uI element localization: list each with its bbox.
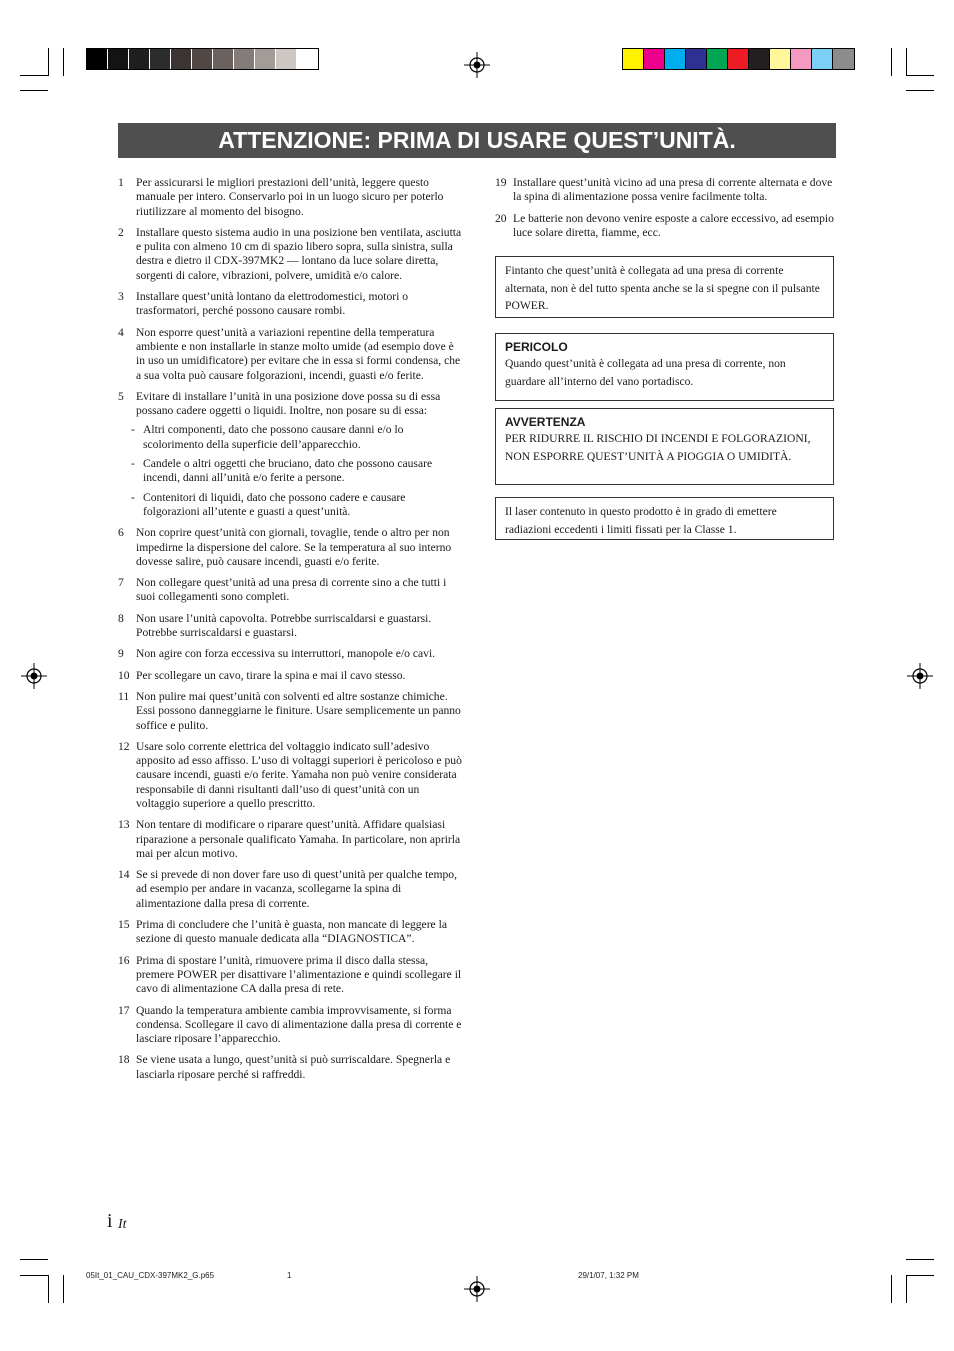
list-item: 6 Non coprire quest’unità con giornali, tovaglie, tende o altro per non impedirne la dispersione del calore. Se la temperatura al suo interno dovesse salire, può causare incendi, guasti e/o ferite. (118, 526, 452, 568)
color-swatch (108, 49, 129, 69)
crop-mark (63, 1275, 64, 1303)
color-swatch (812, 49, 833, 69)
warning-text: PER RIDURRE IL RISCHIO DI INCENDI E FOLGORAZIONI, NON ESPORRE QUEST’UNITÀ A PIOGGIA O UMIDITÀ. (505, 432, 811, 463)
color-swatch (192, 49, 213, 69)
sub-list-item: - Altri componenti, dato che possono causare danni e/o lo scolorimento della superficie dell’apparecchio. (131, 423, 404, 451)
list-item: 14 Se si prevede di non dover fare uso di quest’unità per qualche tempo, ad esempio per andare in vacanza, scollegarne la spina di alimentazione dalla presa di corrente. (118, 868, 457, 910)
crop-mark (891, 48, 892, 76)
registration-mark-icon (907, 663, 933, 689)
safety-list-right (495, 176, 835, 247)
list-item: 8 Non usare l’unità capovolta. Potrebbe surriscaldarsi e guastarsi. Potrebbe surriscaldarsi e guastarsi. (118, 611, 432, 640)
sub-list-item: - Candele o altri oggetti che bruciano, dato che possono causare incendi, danni all’unità e/o ferite a persone. (131, 457, 433, 485)
list-item: 18 Se viene usata a lungo, quest’unità si può surriscaldare. Spegnerla e lasciarla riposare perché si raffreddi. (118, 1053, 451, 1081)
list-item: 10 Per scollegare un cavo, tirare la spina e mai il cavo stesso. (118, 668, 406, 682)
warning-box (495, 408, 834, 485)
list-item: 13 Non tentare di modificare o riparare quest’unità. Affidare qualsiasi riparazione a personale qualificato Yamaha. In particolare, non aprirla mai per alcun motivo. (118, 818, 461, 860)
safety-list-left (118, 176, 462, 1089)
color-swatch (749, 49, 770, 69)
sub-list-item: - Contenitori di liquidi, dato che possono cadere e causare folgorazioni all’utente e guasti a quest’unità. (131, 490, 406, 518)
crop-mark (906, 48, 907, 76)
list-item: 11 Non pulire mai quest’unità con solventi ed altre sostanze chimiche. Essi possono danneggiarne le finiture. Usare semplicemente un panno soffice e pulito. (118, 689, 461, 732)
color-swatch (171, 49, 192, 69)
color-swatch (665, 49, 686, 69)
warning-heading: AVVERTENZA (505, 415, 586, 429)
color-swatch (255, 49, 276, 69)
color-swatch (791, 49, 812, 69)
laser-notice-box (495, 497, 834, 540)
color-swatch (234, 49, 255, 69)
color-swatch (770, 49, 791, 69)
list-item: 20 Le batterie non devono venire esposte a calore eccessivo, ad esempio luce solare diretta, fiamme, ecc. (495, 211, 834, 239)
color-swatch (87, 49, 108, 69)
crop-mark (20, 75, 48, 76)
color-swatch (728, 49, 749, 69)
list-item: 1 Per assicurarsi le migliori prestazioni dell’unità, leggere questo manuale per intero. Conservarlo poi in un luogo sicuro per poterlo riutilizzare al momento del bisogno. (118, 176, 444, 218)
color-swatch (707, 49, 728, 69)
color-swatch (276, 49, 297, 69)
crop-mark (906, 1275, 907, 1303)
crop-mark (20, 1275, 48, 1276)
crop-mark (906, 75, 934, 76)
footer-filename: 05It_01_CAU_CDX-397MK2_G.p65 (86, 1271, 215, 1280)
list-item: 9 Non agire con forza eccessiva su interruttori, manopole e/o cavi. (118, 647, 436, 661)
laser-notice-text: Il laser contenuto in questo prodotto è in grado di emettere radiazioni eccedenti i limiti fissati per la Classe 1. (505, 505, 777, 536)
color-swatch (213, 49, 234, 69)
list-item: 3 Installare quest’unità lontano da elettrodomestici, motori o trasformatori, perché possono causare rombi. (118, 290, 409, 318)
color-swatch (623, 49, 644, 69)
color-swatch (686, 49, 707, 69)
color-swatch (833, 49, 854, 69)
color-swatch (150, 49, 171, 69)
list-item: 12 Usare solo corrente elettrica del voltaggio indicato sull’adesivo apposito ad esso affisso. L’uso di voltaggi superiori è pericoloso e può causare incendi, guasti e/o ferite. Yamaha non può venire considerata responsabile di danni risultanti dall’uso di quest’unità con un voltaggio superiore a quello prescritto. (118, 739, 462, 810)
list-item: 15 Prima di concludere che l’unità è guasta, non mancate di leggere la sezione di questo manuale dedicata alla “DIAGNOSTICA”. (118, 918, 447, 946)
list-item: 2 Installare questo sistema audio in una posizione ben ventilata, asciutta e pulita con almeno 10 cm di spazio libero sopra, sulla sinistra, sulla destra e dietro il CDX-397MK2 — lontano da luce solare diretta, sorgenti di calore, vibrazioni, polvere, umidità e/o calore. (118, 225, 462, 282)
danger-heading: PERICOLO (505, 340, 568, 354)
grayscale-color-bar (86, 48, 319, 70)
crop-mark (48, 48, 49, 76)
registration-mark-icon (464, 52, 490, 78)
color-swatch (129, 49, 150, 69)
color-swatch (644, 49, 665, 69)
crop-mark (63, 48, 64, 76)
page-title: ATTENZIONE: PRIMA DI USARE QUEST’UNITÀ. (118, 123, 836, 158)
language-code: It (118, 1217, 127, 1232)
crop-mark (48, 1275, 49, 1303)
crop-mark (906, 1275, 934, 1276)
danger-box (495, 333, 834, 401)
crop-mark (906, 1259, 934, 1260)
list-item: 17 Quando la temperatura ambiente cambia improvvisamente, si forma condensa. Scollegare il cavo di alimentazione dalla presa di corrente e lasciare riposare l’apparecchio. (118, 1003, 462, 1046)
color-swatch (297, 49, 318, 69)
footer-page: 1 (287, 1271, 292, 1280)
list-item: 19 Installare quest’unità vicino ad una presa di corrente alternata e dove la spina di alimentazione possa venire facilmente tolta. (495, 176, 833, 204)
power-notice-text: Fintanto che quest’unità è collegata ad una presa di corrente alternata, non è del tutto spenta anche se la si spegne con il pulsante POWER. (505, 264, 820, 312)
crop-mark (20, 90, 48, 91)
list-item: 5 Evitare di installare l’unità in una posizione dove possa su di essa possano cadere oggetti o liquidi. Inoltre, non posare su di essa: - Altri componenti, dato che possono causare danni e/o lo scolorimento della superficie dell’apparecchio. - Candele o altri oggetti che bruciano, dato che possono causare incendi, danni all’unità e/o ferite a persone. - Contenitori di liquidi, dato che possono cadere e causare folgorazioni all’utente e guasti a quest’unità. (118, 390, 462, 519)
page-number: i (107, 1210, 113, 1232)
registration-mark-icon (21, 663, 47, 689)
registration-mark-icon (464, 1276, 490, 1302)
footer-date: 29/1/07, 1:32 PM (578, 1271, 639, 1280)
crop-mark (906, 90, 934, 91)
crop-mark (20, 1259, 48, 1260)
process-color-bar (622, 48, 855, 70)
list-item: 7 Non collegare quest’unità ad una presa di corrente sino a che tutti i suoi collegamenti sono completi. (118, 576, 447, 604)
danger-text: Quando quest’unità è collegata ad una presa di corrente, non guardare all’interno del vano portadisco. (505, 357, 786, 388)
list-item: 16 Prima di spostare l’unità, rimuovere prima il disco dalla stessa, premere POWER per disattivare l’alimentazione e quindi scollegare il cavo di alimentazione CA dalla presa di rete. (118, 953, 462, 996)
crop-mark (891, 1275, 892, 1303)
power-notice-box (495, 256, 834, 318)
list-item: 4 Non esporre quest’unità a variazioni repentine della temperatura ambiente e non installarle in stanze molto umide (ad esempio dove è in uso un umidificatore) per evitare che in essa si formi condensa, che a sua volta può causare folgorazioni, incendi, guasti e/o ferite. (118, 325, 461, 382)
